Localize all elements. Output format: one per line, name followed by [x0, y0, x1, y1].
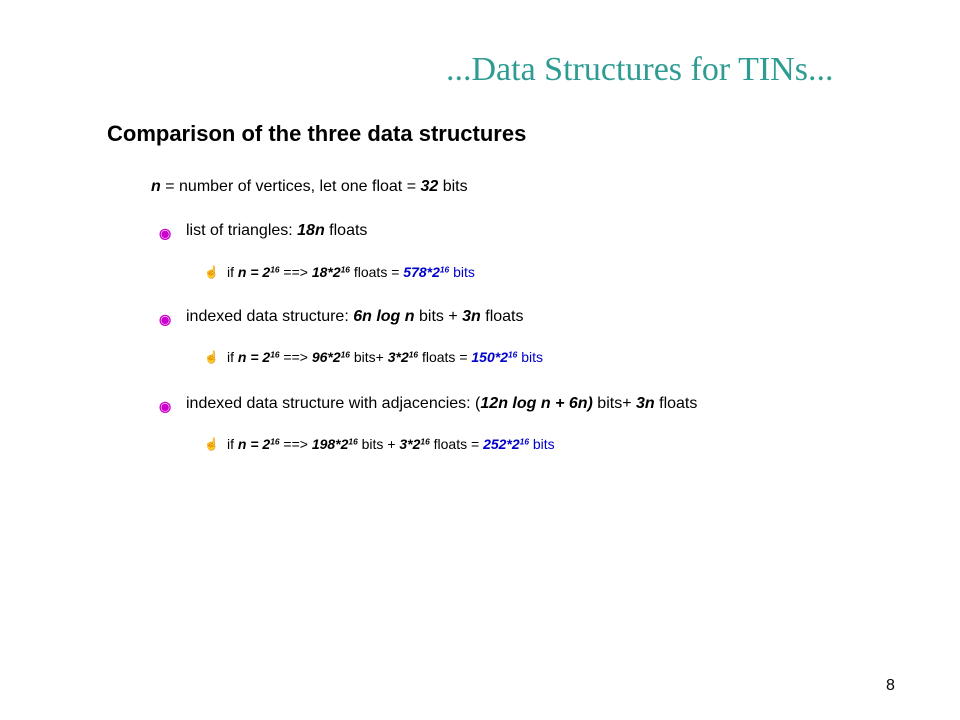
bullet-icon: ◉ [159, 398, 172, 414]
slide-title: ...Data Structures for TINs... [446, 51, 834, 88]
pointing-hand-icon: ☝ [204, 437, 219, 451]
example-triangles: if $n = 2^{16}$ ==> $18*2^{16}$ floats = $578*2^{16}$ bits [227, 264, 475, 280]
list-item-adjacencies: indexed data structure with adjacencies: (12n log n + 6n) bits+ 3n floats [186, 395, 698, 412]
example-adjacencies: if $n = 2^{16}$ ==> $198*2^{16}$ bits + $3*2^{16}$ floats = $252*2^{16}$ bits [227, 436, 555, 452]
example-indexed: if $n = 2^{16}$ ==> $96*2^{16}$ bits+ $3*2^{16}$ floats = $150*2^{16}$ bits [227, 349, 543, 365]
pointing-hand-icon: ☝ [204, 265, 219, 279]
list-item-indexed: indexed data structure: 6n log n bits + 3n floats [186, 308, 524, 325]
intro-line: n = number of vertices, let one float = 32 bits [151, 178, 468, 195]
bullet-icon: ◉ [159, 311, 172, 327]
section-heading: Comparison of the three data structures [107, 121, 527, 146]
bullet-icon: ◉ [159, 225, 172, 241]
list-item-triangles: list of triangles: 18n floats [186, 222, 368, 239]
page-number: 8 [886, 677, 895, 694]
pointing-hand-icon: ☝ [204, 350, 219, 364]
